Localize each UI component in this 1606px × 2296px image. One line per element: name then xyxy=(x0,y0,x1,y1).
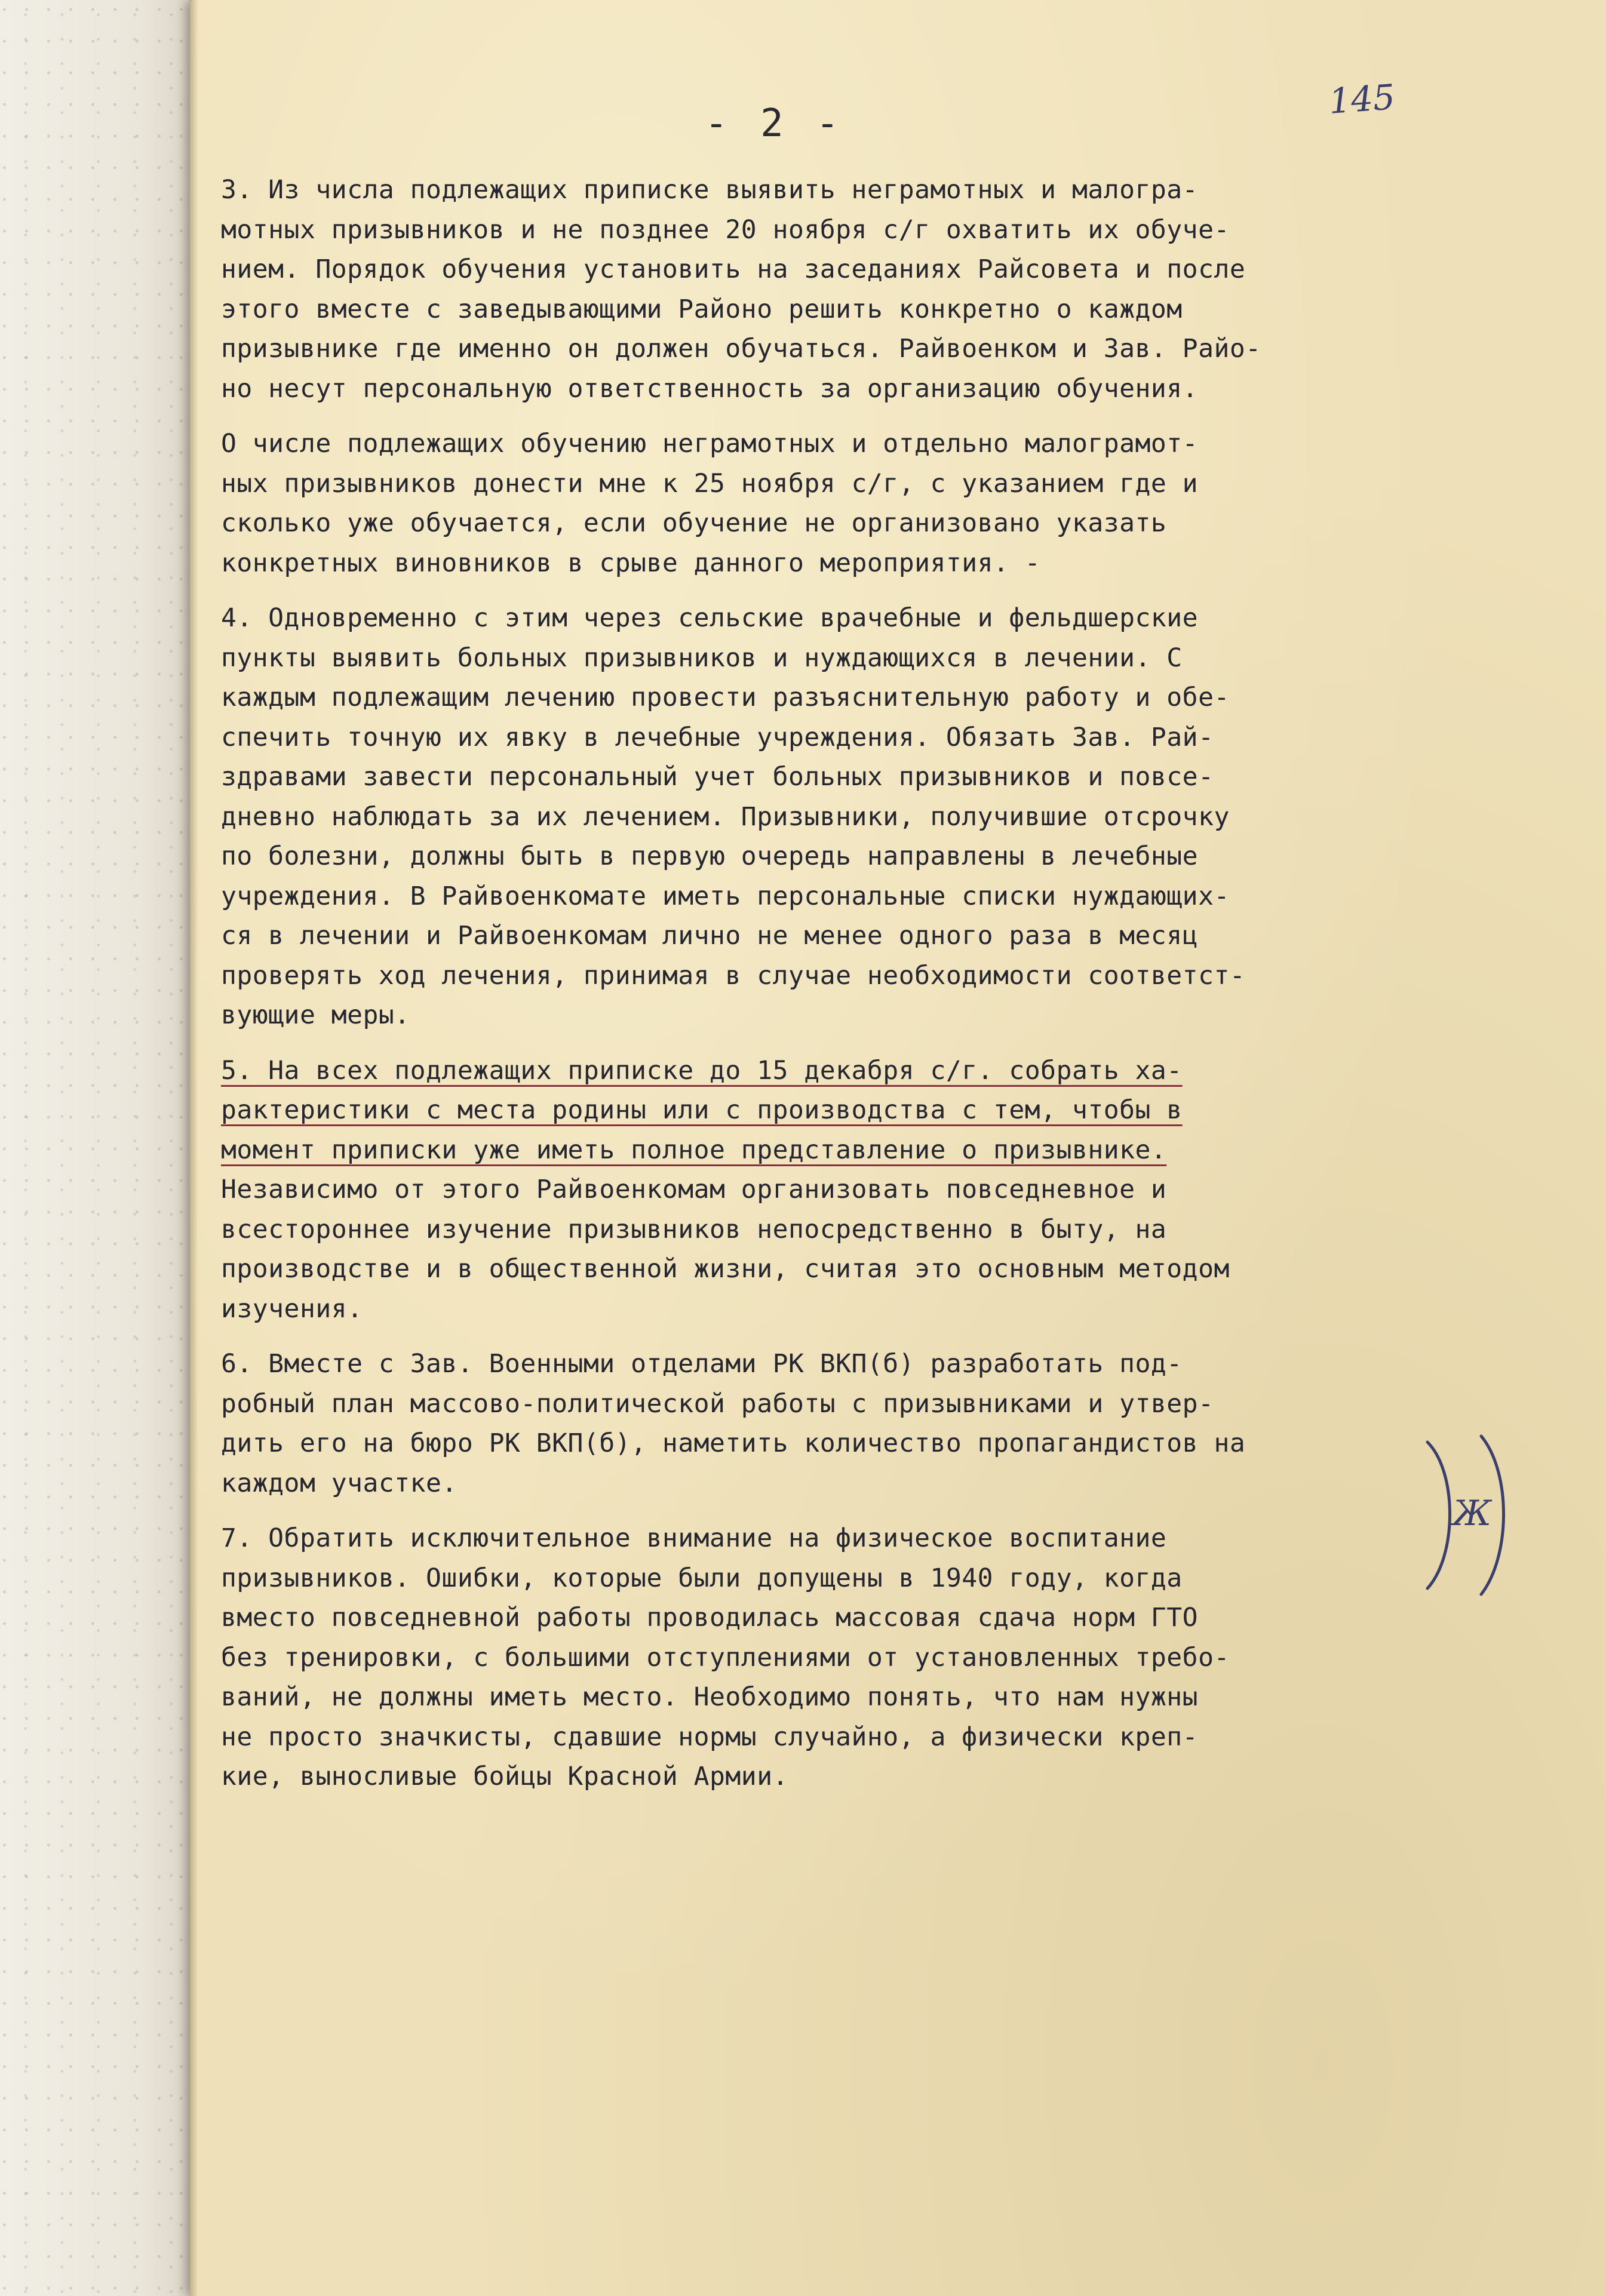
text-line: по болезни, должны быть в первую очередь направлены в лечебные xyxy=(221,841,1199,871)
text-line: но несут персональную ответственность за организацию обучения. xyxy=(221,373,1199,404)
text-line: каждом участке. xyxy=(221,1468,457,1498)
page-edge-shadow xyxy=(190,0,198,2296)
text-line: вместо повседневной работы проводилась массовая сдача норм ГТО xyxy=(221,1603,1199,1633)
text-line: здравами завести персональный учет больных призывников и повсе- xyxy=(221,762,1214,792)
text-line: призывнике где именно он должен обучаться. Райвоенком и Зав. Райо- xyxy=(221,334,1261,364)
text-line: каждым подлежащим лечению провести разъяснительную работу и обе- xyxy=(221,683,1230,712)
text-line: не просто значкисты, сдавшие нормы случайно, а физически креп- xyxy=(221,1722,1199,1752)
text-line: момент приписки уже иметь полное представление о призывнике. xyxy=(221,1135,1167,1165)
text-line: 3. Из числа подлежащих приписке выявить неграмотных и малогра- xyxy=(221,175,1199,205)
paragraph-p5 xyxy=(221,1051,1499,1329)
text-line: изучения. xyxy=(221,1293,363,1324)
text-line: без тренировки, с большими отступлениями от установленных требо- xyxy=(221,1642,1230,1673)
text-line: робный план массово-политической работы с призывниками и утвер- xyxy=(221,1388,1214,1419)
text-line: рактеристики с места родины или с производства с тем, чтобы в xyxy=(221,1095,1183,1125)
paragraph-p3b xyxy=(221,424,1499,583)
text-line: спечить точную их явку в лечебные учреждения. Обязать Зав. Рай- xyxy=(221,722,1214,752)
margin-handwritten-mark: Ж xyxy=(1453,1493,1492,1533)
paragraph-p7 xyxy=(221,1519,1499,1797)
text-line: конкретных виновников в срыве данного мероприятия. - xyxy=(221,548,1041,578)
document-body xyxy=(221,170,1499,1812)
paragraph-p6 xyxy=(221,1344,1499,1503)
text-line: производстве и в общественной жизни, считая это основным методом xyxy=(221,1254,1230,1284)
text-line: ных призывников донести мне к 25 ноября с/г, с указанием где и xyxy=(221,468,1199,499)
text-line: проверять ход лечения, принимая в случае необходимости соответст- xyxy=(221,960,1246,991)
text-line: пункты выявить больных призывников и нуждающихся в лечении. С xyxy=(221,643,1183,673)
text-line: Независимо от этого Райвоенкомам организовать повседневное и xyxy=(221,1175,1167,1204)
text-line: ся в лечении и Райвоенкомам лично не менее одного раза в месяц xyxy=(221,921,1199,951)
text-line: дневно наблюдать за их лечением. Призывники, получившие отсрочку xyxy=(221,801,1230,832)
backing-texture xyxy=(0,0,197,2296)
page-number: - 2 - xyxy=(705,102,844,146)
paragraph-p3 xyxy=(221,170,1499,408)
text-line: призывников. Ошибки, которые были допущены в 1940 году, когда xyxy=(221,1563,1183,1593)
text-line: кие, выносливые бойцы Красной Армии. xyxy=(221,1762,788,1791)
text-line: 5. На всех подлежащих приписке до 15 декабря с/г. собрать ха- xyxy=(221,1055,1183,1086)
text-line: сколько уже обучается, если обучение не организовано указать xyxy=(221,508,1167,538)
text-line: этого вместе с заведывающими Районо решить конкретно о каждом xyxy=(221,294,1183,324)
text-line: 7. Обратить исключительное внимание на физическое воспитание xyxy=(221,1523,1167,1553)
text-line: мотных призывников и не позднее 20 ноября с/г охватить их обуче- xyxy=(221,214,1230,245)
text-line: О числе подлежащих обучению неграмотных и отдельно малограмот- xyxy=(221,429,1199,459)
text-line: учреждения. В Райвоенкомате иметь персональные списки нуждающих- xyxy=(221,881,1230,911)
archive-folio-number: 145 xyxy=(1327,76,1396,122)
text-line: дить его на бюро РК ВКП(б), наметить количество пропагандистов на xyxy=(221,1428,1246,1458)
text-line: 4. Одновременно с этим через сельские врачебные и фельдшерские xyxy=(221,603,1199,633)
text-line: 6. Вместе с Зав. Военными отделами РК ВКП(б) разработать под- xyxy=(221,1349,1183,1379)
text-line: ваний, не должны иметь место. Необходимо понять, что нам нужны xyxy=(221,1682,1199,1712)
paragraph-p4 xyxy=(221,598,1499,1035)
text-line: нием. Порядок обучения установить на заседаниях Райсовета и после xyxy=(221,254,1246,284)
text-line: всестороннее изучение призывников непосредственно в быту, на xyxy=(221,1214,1167,1244)
text-line: вующие меры. xyxy=(221,1000,410,1030)
